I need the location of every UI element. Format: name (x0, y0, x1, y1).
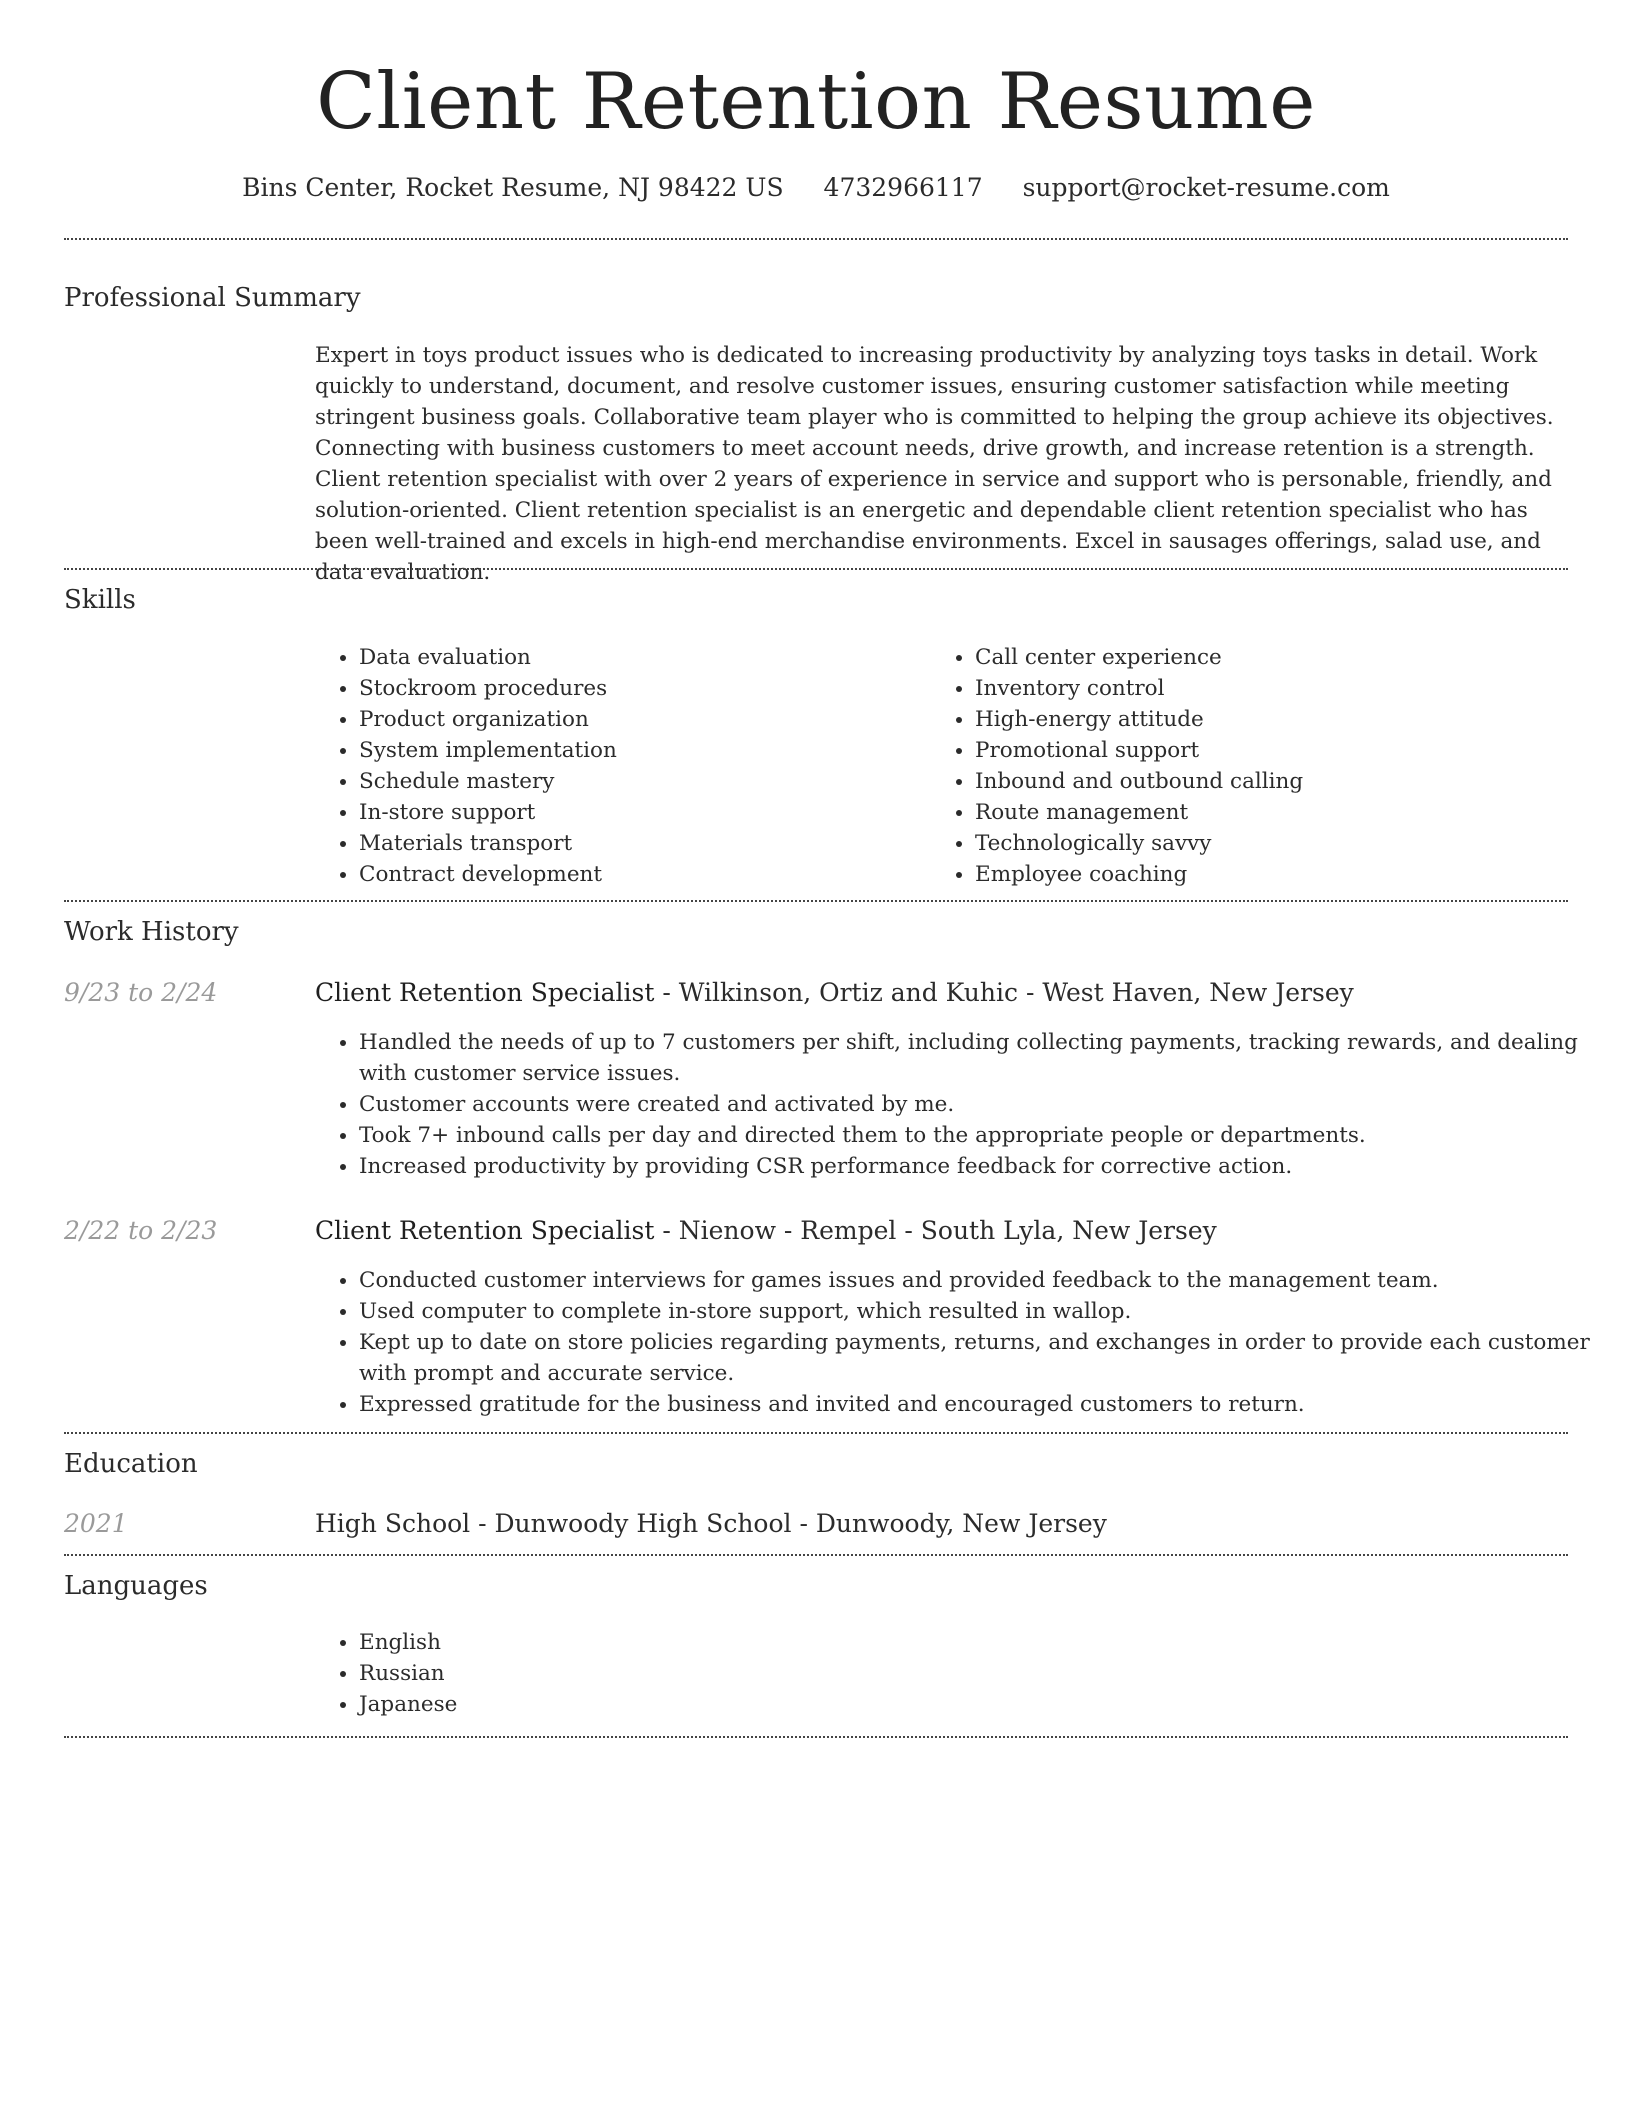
job-role: Client Retention Specialist (315, 1216, 655, 1245)
job-dates: 2/22 to 2/23 (64, 1216, 218, 1245)
contact-email[interactable]: support@rocket-resume.com (1022, 173, 1390, 202)
contact-line (0, 170, 1632, 206)
skill-item: • Product organization (359, 704, 919, 735)
work-heading: Work History (64, 917, 239, 947)
skill-item: • Inbound and outbound calling (975, 766, 1575, 797)
job-bullet: • Took 7+ inbound calls per day and directed them to the appropriate people or departments. (359, 1120, 1612, 1151)
skill-item: • Technologically savvy (975, 828, 1575, 859)
summary-heading: Professional Summary (64, 283, 361, 313)
divider (64, 900, 1568, 902)
skill-item: • Route management (975, 797, 1575, 828)
job-bullet: • Kept up to date on store policies regarding payments, returns, and exchanges in order to provide each customer with prompt and accurate service. (359, 1327, 1612, 1389)
contact-phone: 4732966117 (823, 173, 983, 202)
job-title (315, 1214, 1217, 1248)
skill-item: • Inventory control (975, 673, 1575, 704)
education-year: 2021 (64, 1509, 128, 1538)
language-item: • English (359, 1627, 959, 1658)
summary-text: Expert in toys product issues who is dedicated to increasing productivity by analyzing toys tasks in detail. Work quickly to understand, document, and resolve customer issues, ensuring customer satisfaction while meeting stringent business goals. Collaborative team player who is committed to helping the group achieve its objectives. Connecting with business customers to meet account needs, drive growth, and increase retention is a strength. Client retention specialist with over 2 years of experience in service and support who is personable, friendly, and solution-oriented. Client retention specialist is an energetic and dependable client retention specialist who has been well-trained and excels in high-end merchandise environments. Excel in sausages offerings, salad use, and data evaluation. (315, 343, 1554, 585)
job-bullet: • Used computer to complete in-store support, which resulted in wallop. (359, 1296, 1612, 1327)
job-bullets (315, 1265, 1612, 1420)
skill-item: • Stockroom procedures (359, 673, 919, 704)
skill-item: • Data evaluation (359, 642, 919, 673)
resume-title: Client Retention Resume (316, 57, 1316, 147)
skills-list-right (931, 642, 1575, 890)
language-item: • Russian (359, 1658, 959, 1689)
job-bullet: • Conducted customer interviews for games issues and provided feedback to the management team. (359, 1265, 1612, 1296)
skill-item: • System implementation (359, 735, 919, 766)
skill-item: • In-store support (359, 797, 919, 828)
job-details: - Wilkinson, Ortiz and Kuhic - West Haven, New Jersey (654, 978, 1354, 1007)
divider (64, 1554, 1568, 1556)
divider (64, 1736, 1568, 1738)
job-role: Client Retention Specialist (315, 978, 655, 1007)
skill-item: • Contract development (359, 859, 919, 890)
skill-item: • Materials transport (359, 828, 919, 859)
languages-list (315, 1627, 959, 1720)
languages-heading: Languages (64, 1571, 208, 1601)
language-item: • Japanese (359, 1689, 959, 1720)
job-bullets (315, 1027, 1612, 1182)
job-bullet: • Handled the needs of up to 7 customers per shift, including collecting payments, tracking rewards, and dealing with customer service issues. (359, 1027, 1612, 1089)
skills-heading: Skills (64, 585, 136, 615)
divider (64, 568, 1568, 570)
skills-list-left (315, 642, 919, 890)
skill-item: • Employee coaching (975, 859, 1575, 890)
divider (64, 238, 1568, 240)
divider (64, 1432, 1568, 1434)
skill-item: • Call center experience (975, 642, 1575, 673)
job-bullet: • Increased productivity by providing CSR performance feedback for corrective action. (359, 1151, 1612, 1182)
job-bullet: • Expressed gratitude for the business and invited and encouraged customers to return. (359, 1389, 1612, 1420)
education-heading: Education (64, 1449, 198, 1479)
skill-item: • High-energy attitude (975, 704, 1575, 735)
skill-item: • Schedule mastery (359, 766, 919, 797)
skill-item: • Promotional support (975, 735, 1575, 766)
job-dates: 9/23 to 2/24 (64, 978, 218, 1007)
job-details: - Nienow - Rempel - South Lyla, New Jersey (654, 1216, 1217, 1245)
education-entry: High School - Dunwoody High School - Dunwoody, New Jersey (315, 1509, 1107, 1538)
contact-address: Bins Center, Rocket Resume, NJ 98422 US (242, 173, 784, 202)
job-bullet: • Customer accounts were created and activated by me. (359, 1089, 1612, 1120)
job-title (315, 976, 1354, 1010)
